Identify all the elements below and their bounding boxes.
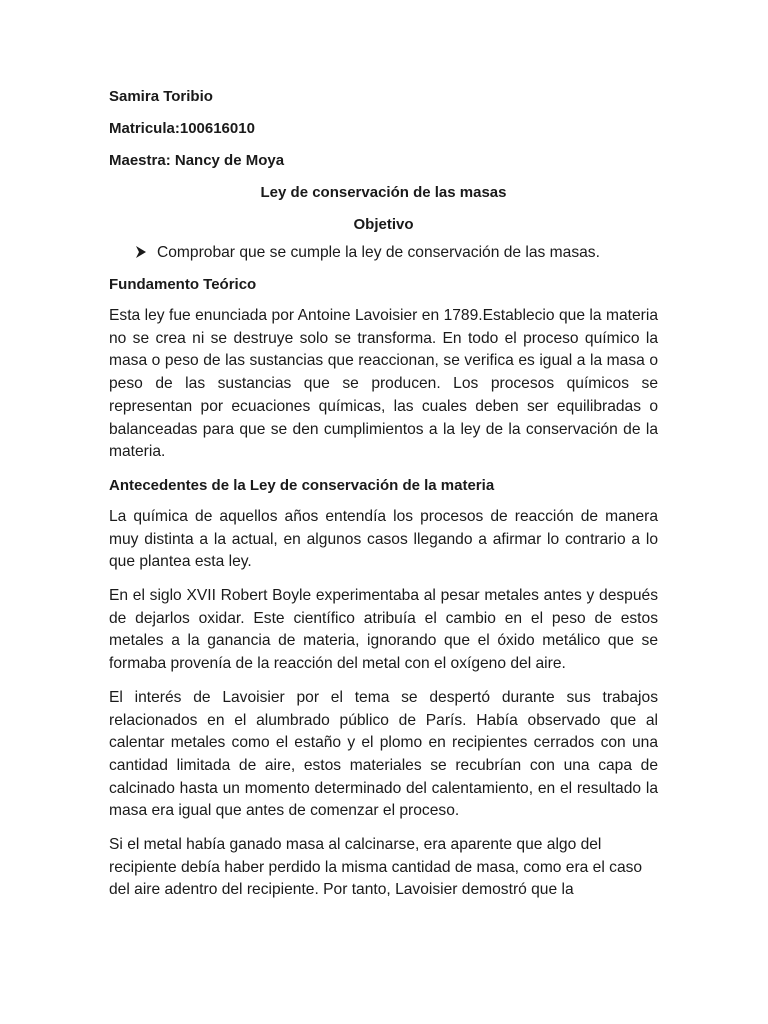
antecedentes-paragraph-1: La química de aquellos años entendía los procesos de reacción de manera muy distinta a la actual, en algunos casos llegando a afirmar lo contrario a lo que plantea esta ley. [109,507,658,571]
fundamento-heading: Fundamento Teórico [109,276,257,293]
document-title: Ley de conservación de las masas [260,184,507,201]
student-name: Samira Toribio [109,88,213,105]
antecedentes-paragraph-3: El interés de Lavoisier por el tema se despertó durante sus trabajos relacionados en el alumbrado público de París. Había observado que al calentar metales como el estaño y el plomo en recipientes cerrados con una cantidad limitada de aire, estos materiales se recubrían con una capa de calcinado hasta un momento determinado del calentamiento, en el resultado la masa era igual que antes de comenzar el proceso. [109,688,658,820]
objective-text: Comprobar que se cumple la ley de conservación de las masas. [157,244,600,261]
teacher-name: Maestra: Nancy de Moya [109,152,285,169]
student-id: Matricula:100616010 [109,120,255,137]
antecedentes-paragraph-4: Si el metal había ganado masa al calcinarse, era aparente que algo del recipiente debía haber perdido la misma cantidad de masa, como era el caso del aire adentro del recipiente. Por tanto, Lavoisier demostró que la [109,836,643,899]
arrow-bullet-icon [135,242,157,264]
objective-heading: Objetivo [353,216,414,233]
objective-item [109,242,658,264]
antecedentes-heading: Antecedentes de la Ley de conservación de la materia [109,476,495,494]
document-content [109,86,658,913]
antecedentes-paragraph-2: En el siglo XVII Robert Boyle experimentaba al pesar metales antes y después de dejarlos oxidar. Este científico atribuía el cambio en el peso de estos metales a la ganancia de materia, ignorando que el óxido metálico que se formaba provenía de la reacción del metal con el oxígeno del aire. [109,587,658,673]
fundamento-paragraph: Esta ley fue enunciada por Antoine Lavoisier en 1789.Establecio que la materia no se crea ni se destruye solo se transforma. En todo el proceso químico la masa o peso de las sustancias que reaccionan, se verifica es igual a la masa o peso de las sustancias que se producen. Los procesos químicos se representan por ecuaciones químicas, las cuales deben ser equilibradas o balanceadas para que se den cumplimientos a la ley de la conservación de la materia. [109,307,658,461]
